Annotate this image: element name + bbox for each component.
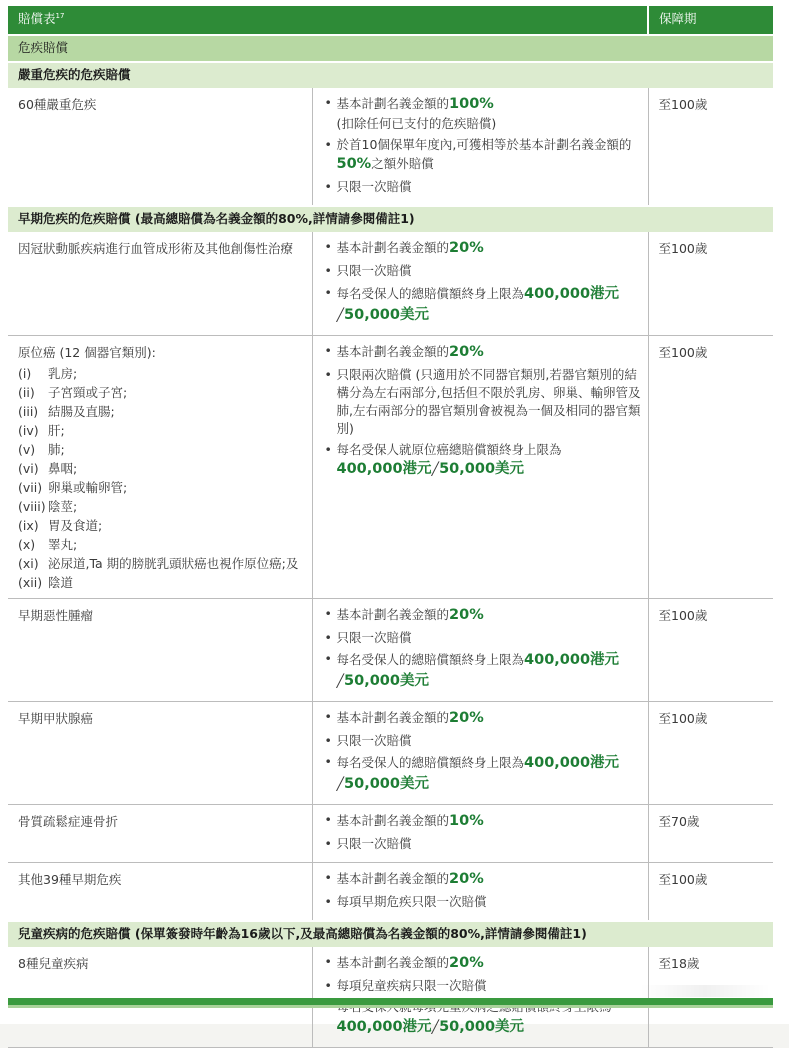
- organ-number: (xii): [18, 574, 43, 590]
- organ-number: (iii): [18, 403, 39, 419]
- row-period: 至18歲: [648, 947, 773, 1047]
- organ-item: [18, 478, 306, 497]
- list-item: • 只限兩次賠償 (只適用於不同器官類別,若器官類別的結構分為左右兩部分,包括但不限於乳房、卵巢、輸卵管及肺,左右兩部分的器官類別會被視為一個及相同的器官類別): [323, 366, 642, 439]
- organ-item: [18, 573, 306, 592]
- row-period: 至100歲: [648, 701, 773, 804]
- organ-text: 陰莖;: [48, 498, 78, 514]
- row-benefits: [312, 335, 648, 598]
- list-item: • 每項兒童疾病只限一次賠償: [323, 977, 642, 995]
- row-period: 至100歲: [648, 863, 773, 922]
- organ-item: [18, 421, 306, 440]
- list-item: • 基本計劃名義金額的20%: [323, 238, 642, 259]
- organ-number: (ii): [18, 384, 35, 400]
- footer-light-bar: [8, 1005, 773, 1008]
- row-period: 至70歲: [648, 805, 773, 863]
- subsection-early: 早期危疾的危疾賠償 (最高總賠償為名義金額的80%,詳情請參閱備註1): [8, 206, 773, 232]
- row-benefits: [312, 805, 648, 863]
- table-header-row: [8, 6, 773, 35]
- table-row: [8, 335, 773, 598]
- organ-text: 鼻咽;: [48, 460, 78, 476]
- table-row: [8, 805, 773, 863]
- list-item: • 每名受保人的總賠償額終身上限為400,000港元╱50,000美元: [323, 753, 642, 795]
- organ-text: 肝;: [48, 422, 65, 438]
- list-item: • 基本計劃名義金額的20%: [323, 953, 642, 974]
- organ-item: [18, 497, 306, 516]
- row-name: 早期惡性腫瘤: [8, 598, 312, 701]
- table-row: [8, 701, 773, 804]
- row-name: 骨質疏鬆症連骨折: [8, 805, 312, 863]
- organ-text: 睪丸;: [48, 536, 78, 552]
- benefit-table: [8, 6, 773, 1048]
- watermark-fade: [640, 985, 770, 997]
- list-item: • 基本計劃名義金額的20%: [323, 605, 642, 626]
- row-name: 早期甲狀腺癌: [8, 701, 312, 804]
- organ-number: (i): [18, 365, 32, 381]
- organ-number: (iv): [18, 422, 39, 438]
- organ-text: 子宮頸或子宮;: [48, 384, 128, 400]
- list-item: • 於首10個保單年度內,可獲相等於基本計劃名義金額的50%之額外賠償: [323, 136, 642, 175]
- row-name: 其他39種早期危疾: [8, 863, 312, 922]
- organ-number: (v): [18, 441, 36, 457]
- header-benefit-schedule: 賠償表$^{17}$: [8, 6, 648, 35]
- list-item: • 每名受保人的總賠償額終身上限為400,000港元╱50,000美元: [323, 284, 642, 326]
- organ-list: [18, 364, 306, 592]
- row-benefits: [312, 88, 648, 206]
- organ-text: 結腸及直腸;: [48, 403, 115, 419]
- cis-title: 原位癌 (12 個器官類別):: [18, 344, 156, 360]
- organ-item: [18, 440, 306, 459]
- list-item: • 只限一次賠償: [323, 262, 642, 280]
- list-item: • 每名受保人的總賠償額終身上限為400,000港元╱50,000美元: [323, 650, 642, 692]
- organ-number: (xi): [18, 555, 39, 571]
- row-period: 至100歲: [648, 598, 773, 701]
- organ-text: 泌尿道,Ta 期的膀胱乳頭狀癌也視作原位癌;及: [48, 555, 299, 571]
- organ-item: [18, 364, 306, 383]
- subsection-major: 嚴重危疾的危疾賠償: [8, 62, 773, 88]
- organ-item: [18, 459, 306, 478]
- list-item: • 只限一次賠償: [323, 835, 642, 853]
- list-item: • 只限一次賠償: [323, 732, 642, 750]
- subsection-child: 兒童疾病的危疾賠償 (保單簽發時年齡為16歲以下,及最高總賠償為名義金額的80%,詳情請參閱備註1): [8, 921, 773, 947]
- row-benefits: [312, 701, 648, 804]
- footer-green-bar: [8, 998, 773, 1005]
- table-row: [8, 863, 773, 922]
- organ-text: 卵巢或輸卵管;: [48, 479, 128, 495]
- organ-number: (x): [18, 536, 36, 552]
- row-benefits: [312, 863, 648, 922]
- list-item: • 基本計劃名義金額的20%: [323, 708, 642, 729]
- organ-item: [18, 554, 306, 573]
- row-benefits: [312, 232, 648, 335]
- organ-item: [18, 402, 306, 421]
- row-period: 至100歲: [648, 335, 773, 598]
- organ-text: 胃及食道;: [48, 517, 103, 533]
- organ-number: (ix): [18, 517, 39, 533]
- table-row: [8, 232, 773, 335]
- list-item: • 只限一次賠償: [323, 629, 642, 647]
- organ-number: (vii): [18, 479, 43, 495]
- list-item: • 只限一次賠償: [323, 178, 642, 196]
- table-row: [8, 88, 773, 206]
- header-coverage-period: 保障期: [648, 6, 773, 35]
- list-item: • 400,000港元╱50,000美元: [323, 998, 642, 1037]
- row-name: 因冠狀動脈疾病進行血管成形術及其他創傷性治療: [8, 232, 312, 335]
- organ-text: 乳房;: [48, 365, 78, 381]
- row-name: [8, 335, 312, 598]
- row-name: 8種兒童疾病: [8, 947, 312, 1047]
- organ-item: [18, 535, 306, 554]
- list-item: • 每名受保人就原位癌總賠償額終身上限為 400,000港元╱50,000美元: [323, 441, 642, 480]
- organ-number: (viii): [18, 498, 46, 514]
- row-period: 至100歲: [648, 88, 773, 206]
- list-item: • 基本計劃名義金額的10%: [323, 811, 642, 832]
- list-item: • 基本計劃名義金額的20%: [323, 342, 642, 363]
- list-item: • 每項早期危疾只限一次賠償: [323, 893, 642, 911]
- list-item: • 基本計劃名義金額的20%: [323, 869, 642, 890]
- organ-item: [18, 516, 306, 535]
- organ-text: 陰道: [48, 574, 74, 590]
- row-period: 至100歲: [648, 232, 773, 335]
- organ-text: 肺;: [48, 441, 65, 457]
- organ-item: [18, 383, 306, 402]
- organ-number: (vi): [18, 460, 39, 476]
- table-row: [8, 598, 773, 701]
- list-item: • 基本計劃名義金額的100% (扣除任何已支付的危疾賠償): [323, 94, 642, 133]
- section-critical-illness: 危疾賠償: [8, 35, 773, 62]
- row-benefits: [312, 598, 648, 701]
- row-name: 60種嚴重危疾: [8, 88, 312, 206]
